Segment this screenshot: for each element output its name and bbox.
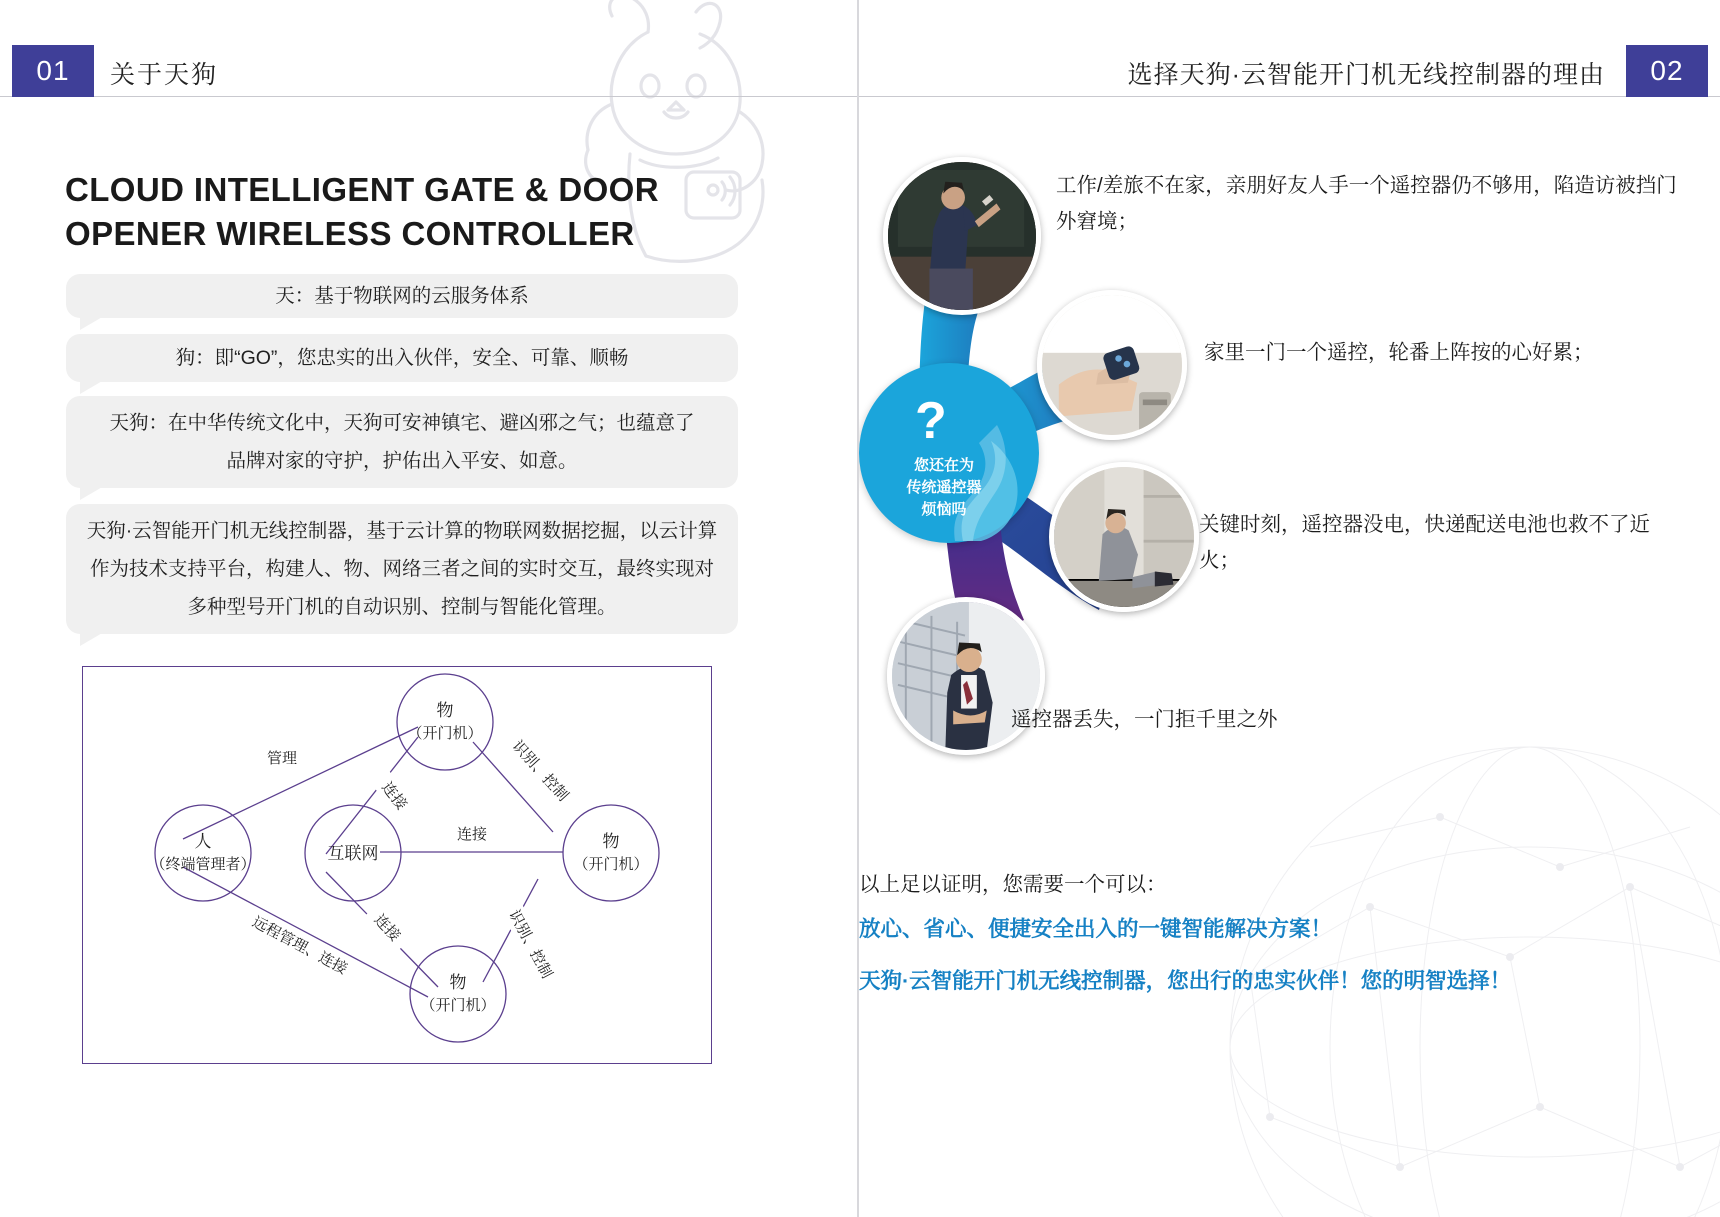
center-question-line3: 烦恼吗 xyxy=(921,500,967,518)
edge-label-manage: 管理 xyxy=(266,750,298,767)
svg-text:（开门机）: （开门机） xyxy=(573,856,649,873)
left-page-number: 01 xyxy=(12,45,94,97)
center-question-bubble xyxy=(859,363,1039,543)
photo-man-sitting xyxy=(1049,462,1199,612)
reason-4-text: 遥控器丢失，一门拒千里之外 xyxy=(1011,708,1278,731)
closing-line-1: 放心、省心、便捷安全出入的一键智能解决方案！ xyxy=(859,917,1333,941)
question-mark: ? xyxy=(915,392,947,450)
left-page xyxy=(0,0,857,1217)
bubble-text: 天：基于物联网的云服务体系 xyxy=(275,284,529,307)
svg-text:物: 物 xyxy=(436,701,454,720)
right-page xyxy=(859,0,1720,1217)
network-diagram xyxy=(82,666,712,1064)
definition-bubble-tiangou xyxy=(66,396,738,488)
page-title-line1: CLOUD INTELLIGENT GATE & DOOR xyxy=(65,171,659,208)
center-question-line1: 您还在为 xyxy=(913,457,974,474)
left-header-bar xyxy=(0,45,857,97)
svg-text:物: 物 xyxy=(602,832,620,851)
center-question-line2: 传统遥控器 xyxy=(906,478,982,496)
bubble-text: 狗：即“GO”，您忠实的出入伙伴，安全、可靠、顺畅 xyxy=(175,346,629,369)
svg-text:人: 人 xyxy=(194,832,212,851)
closing-block xyxy=(859,867,1720,1003)
definition-bubble-tian xyxy=(66,274,738,318)
svg-text:（终端管理者）: （终端管理者） xyxy=(150,856,256,873)
edge-label-connect-mid: 连接 xyxy=(456,826,488,843)
svg-text:物: 物 xyxy=(449,973,467,992)
photo-man-sitting-art xyxy=(1054,467,1194,607)
bubble-text: 天狗：在中华传统文化中，天狗可安神镇宅、避凶邪之气；也蕴意了品牌对家的守护，护佑出入平安、如意。 xyxy=(109,411,695,472)
reason-1-text: 工作/差旅不在家，亲朋好友人手一个遥控器仍不够用，陷造访被挡门外窘境； xyxy=(1056,174,1677,233)
svg-text:互联网: 互联网 xyxy=(327,844,379,863)
page-title xyxy=(65,168,765,256)
svg-text:远程管理、连接: 远程管理、连接 xyxy=(249,913,351,978)
bubble-text: 天狗·云智能开门机无线控制器，基于云计算的物联网数据挖掘，以云计算作为技术支持平台，构建人、物、网络三者之间的实时交互，最终实现对多种型号开门机的自动识别、控制与智能化管理。 xyxy=(86,519,718,618)
svg-text:（开门机）: （开门机） xyxy=(420,997,496,1014)
network-diagram-svg xyxy=(83,667,713,1065)
bubble-tail xyxy=(80,486,104,500)
photo-remote-hand-art xyxy=(1042,295,1182,435)
bubble-tail xyxy=(80,316,104,330)
reason-2-text: 家里一门一个遥控，轮番上阵按的心好累； xyxy=(1204,341,1594,364)
svg-text:识别、控制: 识别、控制 xyxy=(505,907,556,982)
bubble-tail xyxy=(80,632,104,646)
photo-teacher-art xyxy=(888,162,1036,310)
closing-lead: 以上足以证明，您需要一个可以： xyxy=(859,873,1167,896)
left-header-title: 关于天狗 xyxy=(110,61,219,89)
right-header-title: 选择天狗·云智能开门机无线控制器的理由 xyxy=(1127,61,1605,89)
svg-text:识别、控制: 识别、控制 xyxy=(508,737,572,805)
reason-3-text: 关键时刻，遥控器没电，快递配送电池也救不了近火； xyxy=(1199,513,1650,572)
closing-line-2: 天狗·云智能开门机无线控制器，您出行的忠实伙伴！您的明智选择！ xyxy=(859,968,1512,993)
right-header-bar xyxy=(859,45,1720,97)
definition-bubble-gou xyxy=(66,334,738,382)
photo-remote-hand xyxy=(1037,290,1187,440)
photo-teacher xyxy=(883,157,1041,315)
svg-text:连接: 连接 xyxy=(370,911,404,945)
product-description-bubble xyxy=(66,504,738,634)
svg-text:（开门机）: （开门机） xyxy=(407,725,483,742)
page-title-line2: OPENER WIRELESS CONTROLLER xyxy=(65,214,635,252)
right-page-number: 02 xyxy=(1626,45,1708,97)
bubble-tail xyxy=(80,380,104,394)
svg-text:连接: 连接 xyxy=(378,779,411,814)
center-question-text xyxy=(889,455,999,520)
